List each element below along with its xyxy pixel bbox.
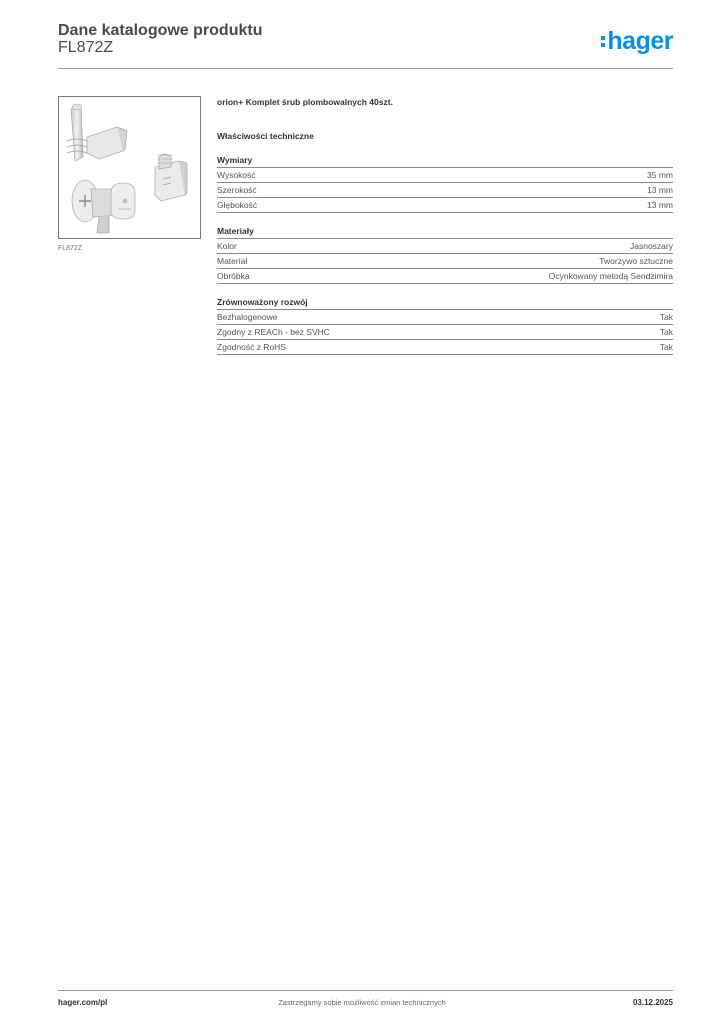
row-label: Materiał xyxy=(217,256,248,266)
row-value: 13 mm xyxy=(647,185,673,195)
page-header xyxy=(58,20,673,70)
table-row xyxy=(217,310,673,325)
row-value: 13 mm xyxy=(647,200,673,210)
section-dimensions xyxy=(217,154,673,213)
table-row xyxy=(217,198,673,213)
logo-dots-icon xyxy=(601,36,605,47)
plombable-screws-illustration xyxy=(59,97,200,238)
row-label: Obróbka xyxy=(217,271,250,281)
section-title: Wymiary xyxy=(217,154,673,168)
product-image xyxy=(58,96,201,239)
row-value: Tak xyxy=(659,312,673,322)
row-value: Jasnoszary xyxy=(630,241,673,251)
row-value: Tak xyxy=(659,327,673,337)
screw-cross-head-icon xyxy=(72,180,115,233)
row-label: Bezhalogenowe xyxy=(217,312,278,322)
row-label: Szerokość xyxy=(217,185,257,195)
row-value: Tak xyxy=(659,342,673,352)
footer-disclaimer: Zastrzegamy sobie możliwość zmian technicznych xyxy=(278,998,446,1007)
document-title: Dane katalogowe produktu xyxy=(58,22,263,39)
product-details xyxy=(217,96,673,355)
logo-text: hager xyxy=(607,27,673,55)
section-sustainability xyxy=(217,296,673,355)
footer-divider xyxy=(58,990,673,991)
image-caption: FL872Z xyxy=(58,245,83,252)
footer-date: 03.12.2025 xyxy=(632,998,673,1007)
row-value: 35 mm xyxy=(647,170,673,180)
section-title: Materiały xyxy=(217,225,673,239)
header-divider xyxy=(58,68,673,69)
table-row xyxy=(217,168,673,183)
product-name: orion+ Komplet śrub plombowalnych 40szt. xyxy=(217,97,393,107)
row-label: Zgodny z REACh - bez SVHC xyxy=(217,327,330,337)
row-label: Kolor xyxy=(217,241,237,251)
row-value: Tworzywo sztuczne xyxy=(599,256,673,266)
screw-short-icon xyxy=(155,154,187,201)
table-row xyxy=(217,340,673,355)
screw-long-icon xyxy=(67,104,127,161)
row-value: Ocynkowany metodą Sendzimira xyxy=(548,271,673,281)
table-row xyxy=(217,325,673,340)
section-title: Zrównoważony rozwój xyxy=(217,296,673,310)
product-code: FL872Z xyxy=(58,39,114,56)
technical-properties-title: Właściwości techniczne xyxy=(217,131,314,141)
row-label: Zgodność z RoHS xyxy=(217,342,286,352)
row-label: Głębokość xyxy=(217,200,258,210)
section-materials xyxy=(217,225,673,284)
table-row xyxy=(217,239,673,254)
row-label: Wysokość xyxy=(217,170,256,180)
table-row xyxy=(217,269,673,284)
table-row xyxy=(217,183,673,198)
footer-website-link[interactable]: hager.com/pl xyxy=(58,998,108,1007)
seal-cap-icon xyxy=(111,183,135,219)
table-row xyxy=(217,254,673,269)
hager-logo xyxy=(601,27,673,55)
